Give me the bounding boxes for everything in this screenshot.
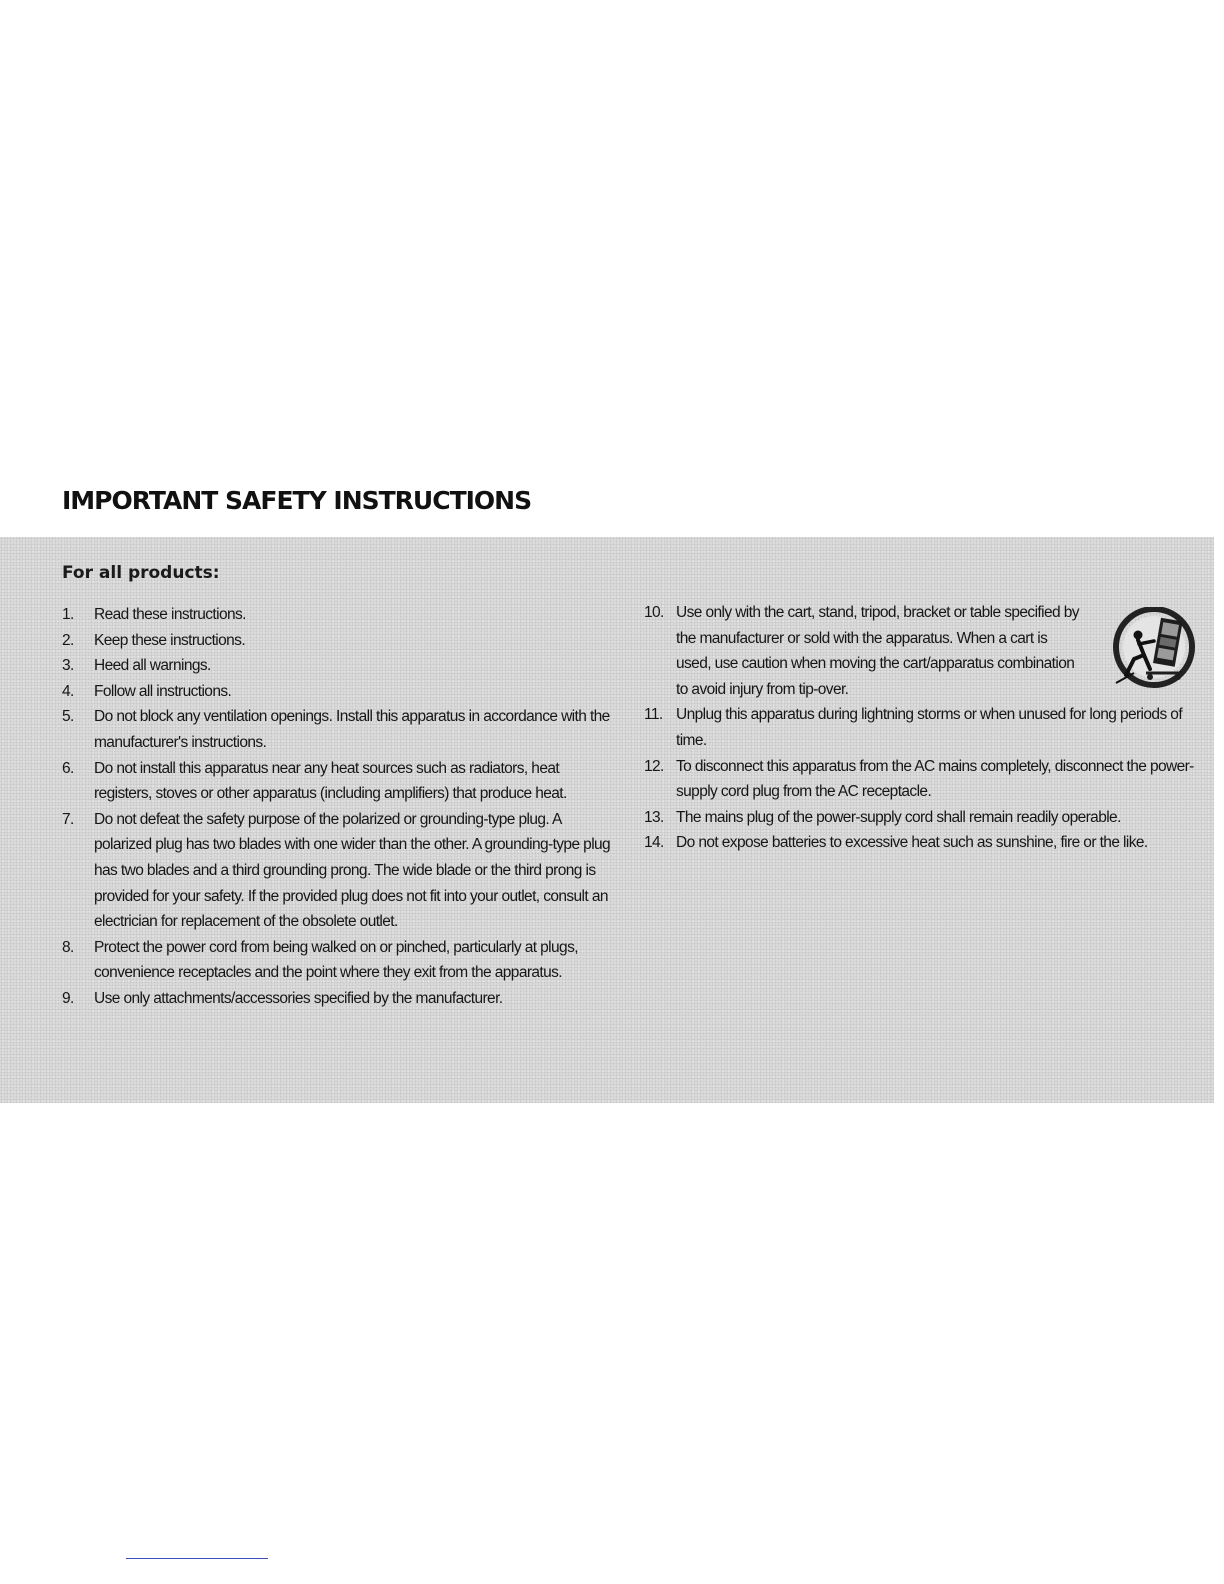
instructions-list-left <box>62 602 618 1012</box>
item-text: Heed all warnings. <box>94 657 211 675</box>
item-text: Do not block any ventilation openings. Install this apparatus in accordance with the manufacturer's instructions. <box>94 708 610 751</box>
item-number: 4. <box>62 682 74 700</box>
item-number: 9. <box>62 989 74 1007</box>
item-number: 1. <box>62 606 74 623</box>
item-text: Do not defeat the safety purpose of the polarized or grounding-type plug. A polarized plug has two blades with one wider than the other. A grounding-type plug has two blades and a third grounding prong. The wide blade or the third prong is provided for your safety. If the provided plug does not fit into your outlet, consult an electrician for replacement of the obsolete outlet. <box>94 810 611 931</box>
list-item <box>644 830 1200 856</box>
list-item <box>62 807 618 935</box>
list-item <box>644 805 1200 831</box>
item-number: 10. <box>644 604 664 621</box>
item-text: Keep these instructions. <box>94 631 246 649</box>
item-text: Do not expose batteries to excessive heat such as sunshine, fire or the like. <box>676 834 1148 852</box>
item-number: 12. <box>644 757 664 775</box>
item-text: Protect the power cord from being walked on or pinched, particularly at plugs, convenience receptacles and the point where they exit from the apparatus. <box>94 938 578 982</box>
item-text: Use only attachments/accessories specified by the manufacturer. <box>94 989 503 1007</box>
list-item <box>644 702 1200 753</box>
item-number: 14. <box>644 834 664 852</box>
list-item <box>62 756 618 807</box>
item-text: Use only with the cart, stand, tripod, bracket or table specified by the manufacturer or sold with the apparatus. When a cart is used, use caution when moving the cart/apparatus combination to avoid injury from tip-over. <box>676 604 1079 698</box>
item-number: 11. <box>644 706 663 724</box>
list-item <box>62 653 618 679</box>
item-number: 2. <box>62 631 74 649</box>
list-item <box>62 986 618 1012</box>
cart-tip-over-warning-icon <box>1108 607 1196 691</box>
item-number: 5. <box>62 708 74 726</box>
list-item <box>62 704 618 755</box>
item-text: Unplug this apparatus during lightning storms or when unused for long periods of time. <box>676 706 1183 749</box>
item-number: 13. <box>644 808 664 826</box>
footer-link-underline <box>126 1558 268 1559</box>
item-text: The mains plug of the power-supply cord shall remain readily operable. <box>676 808 1121 826</box>
page-title: IMPORTANT SAFETY INSTRUCTIONS <box>62 486 532 515</box>
item-number: 3. <box>62 657 74 675</box>
item-text: Follow all instructions. <box>94 682 232 700</box>
list-item <box>62 679 618 705</box>
list-item <box>62 935 618 986</box>
item-number: 7. <box>62 810 74 828</box>
item-number: 6. <box>62 759 74 777</box>
section-heading: For all products: <box>62 563 220 583</box>
list-item <box>62 628 618 654</box>
item-text: Do not install this apparatus near any heat sources such as radiators, heat registers, stoves or other apparatus (including amplifiers) that produce heat. <box>94 759 567 803</box>
list-item <box>62 602 618 628</box>
item-text: To disconnect this apparatus from the AC mains completely, disconnect the power-supply cord plug from the AC receptacle. <box>676 757 1194 801</box>
item-text: Read these instructions. <box>94 606 246 623</box>
item-number: 8. <box>62 938 74 956</box>
list-item <box>644 754 1200 805</box>
